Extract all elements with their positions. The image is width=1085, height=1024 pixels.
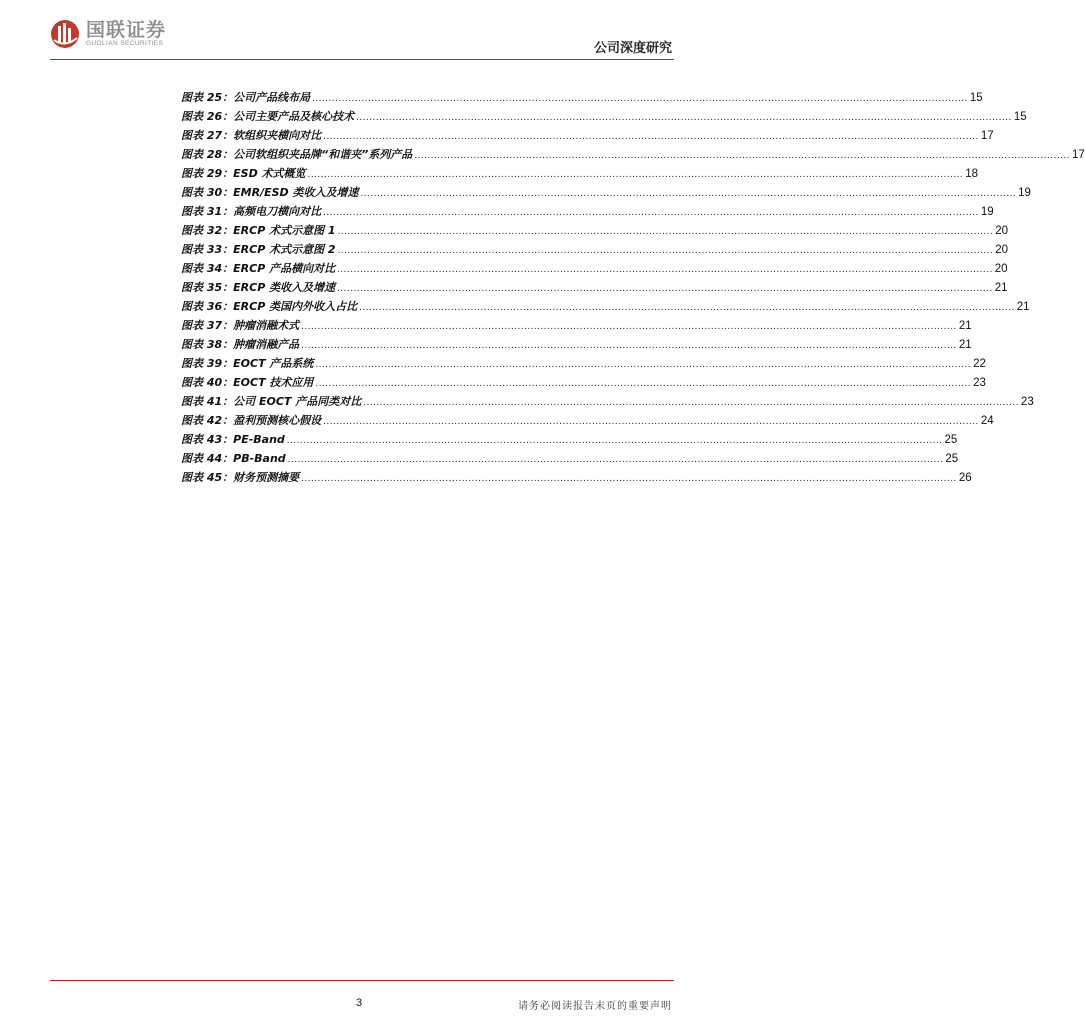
logo-chinese-name: 国联证券 [86,19,167,41]
figure-title: 图表 40：EOCT 技术应用 [181,376,314,389]
figure-list-item[interactable] [181,164,979,183]
figure-page-number: 25 [944,434,958,446]
dot-leader: ........................................................................................................................................................................................................ [323,416,979,427]
figure-list-item[interactable] [181,392,1034,411]
figure-list-item[interactable] [181,297,1030,316]
disclaimer-note: 请务必阅读报告末页的重要声明 [518,1001,672,1012]
figure-list-item[interactable] [181,240,1009,259]
figure-list-item[interactable] [181,145,1085,164]
guolian-logo-icon [50,18,80,50]
dot-leader: ........................................................................................................................................................................................................ [301,340,957,351]
figure-list-item[interactable] [181,183,1031,202]
figure-list [181,88,1085,487]
figure-page-number: 15 [1013,111,1027,123]
figure-page-number: 17 [1071,149,1085,161]
figure-list-item[interactable] [181,430,958,449]
figure-list-item[interactable] [181,278,1008,297]
figure-page-number: 19 [980,206,994,218]
figure-page-number: 17 [980,130,994,142]
figure-title: 图表 30：EMR/ESD 类收入及增速 [181,186,359,199]
figure-list-item[interactable] [181,221,1009,240]
figure-title: 图表 45：财务预测摘要 [181,471,300,484]
figure-title: 图表 43：PE-Band [181,433,285,446]
dot-leader: ........................................................................................................................................................................................................ [315,359,972,370]
figure-page-number: 21 [958,320,972,332]
figure-title: 图表 37：肿瘤消融术式 [181,319,300,332]
figure-page-number: 20 [995,225,1009,237]
figure-list-item[interactable] [181,316,972,335]
figure-list-item[interactable] [181,202,994,221]
figure-list-item[interactable] [181,411,994,430]
footer-divider [50,980,674,981]
figure-list-item[interactable] [181,354,986,373]
figure-page-number: 23 [1020,396,1034,408]
header-divider [50,59,674,60]
figure-title: 图表 36：ERCP 类国内外收入占比 [181,300,358,313]
company-logo [50,18,166,50]
figure-title: 图表 44：PB-Band [181,452,286,465]
figure-page-number: 24 [980,415,994,427]
dot-leader: ........................................................................................................................................................................................................ [315,378,972,389]
report-type-title: 公司深度研究 [593,41,672,56]
figure-title: 图表 27：软组织夹横向对比 [181,129,322,142]
dot-leader: ........................................................................................................................................................................................................ [301,321,957,332]
figure-title: 图表 38：肿瘤消融产品 [181,338,300,351]
figure-list-item[interactable] [181,335,972,354]
dot-leader: ........................................................................................................................................................................................................ [337,264,993,275]
figure-page-number: 21 [958,339,972,351]
dot-leader: ........................................................................................................................................................................................................ [363,397,1019,408]
dot-leader: ........................................................................................................................................................................................................ [337,283,993,294]
figure-list-item[interactable] [181,126,994,145]
figure-page-number: 23 [973,377,986,389]
dot-leader: ........................................................................................................................................................................................................ [359,302,1015,313]
page-header [0,0,724,70]
figure-page-number: 26 [958,472,972,484]
figure-page-number: 20 [995,244,1009,256]
dot-leader: ........................................................................................................................................................................................................ [356,112,1012,123]
dot-leader: ........................................................................................................................................................................................................ [323,207,979,218]
dot-leader: ........................................................................................................................................................................................................ [323,131,979,142]
dot-leader: ........................................................................................................................................................................................................ [307,169,964,180]
figure-title: 图表 32：ERCP 术式示意图 1 [181,224,336,237]
dot-leader: ........................................................................................................................................................................................................ [286,435,943,446]
figure-list-item[interactable] [181,468,972,487]
figure-title: 图表 42：盈利预测核心假设 [181,414,322,427]
figure-page-number: 19 [1018,187,1031,199]
figure-title: 图表 31：高频电刀横向对比 [181,205,322,218]
figure-title: 图表 39：EOCT 产品系统 [181,357,314,370]
figure-list-item[interactable] [181,259,1008,278]
figure-page-number: 25 [945,453,959,465]
figure-page-number: 22 [973,358,986,370]
figure-list-item[interactable] [181,449,959,468]
figure-page-number: 18 [965,168,979,180]
figure-page-number: 21 [1016,301,1030,313]
figure-title: 图表 33：ERCP 术式示意图 2 [181,243,336,256]
figure-page-number: 15 [969,92,983,104]
figure-title: 图表 28：公司软组织夹品牌“和谐夹”系列产品 [181,148,413,161]
figure-list-item[interactable] [181,373,986,392]
figure-title: 图表 34：ERCP 产品横向对比 [181,262,336,275]
page-number: 3 [356,997,363,1009]
dot-leader: ........................................................................................................................................................................................................ [360,188,1017,199]
figure-title: 图表 25：公司产品线布局 [181,91,311,104]
figure-list-item[interactable] [181,107,1027,126]
figure-title: 图表 26：公司主要产品及核心技术 [181,110,355,123]
figure-title: 图表 29：ESD 术式概览 [181,167,306,180]
dot-leader: ........................................................................................................................................................................................................ [414,150,1070,161]
dot-leader: ........................................................................................................................................................................................................ [337,226,994,237]
figure-title: 图表 41：公司 EOCT 产品同类对比 [181,395,362,408]
figure-title: 图表 35：ERCP 类收入及增速 [181,281,336,294]
logo-english-name: GUOLIAN SECURITIES [86,40,164,47]
dot-leader: ........................................................................................................................................................................................................ [287,454,944,465]
dot-leader: ........................................................................................................................................................................................................ [312,93,968,104]
dot-leader: ........................................................................................................................................................................................................ [301,473,957,484]
figure-page-number: 20 [994,263,1008,275]
dot-leader: ........................................................................................................................................................................................................ [337,245,994,256]
figure-list-item[interactable] [181,88,983,107]
figure-page-number: 21 [994,282,1008,294]
